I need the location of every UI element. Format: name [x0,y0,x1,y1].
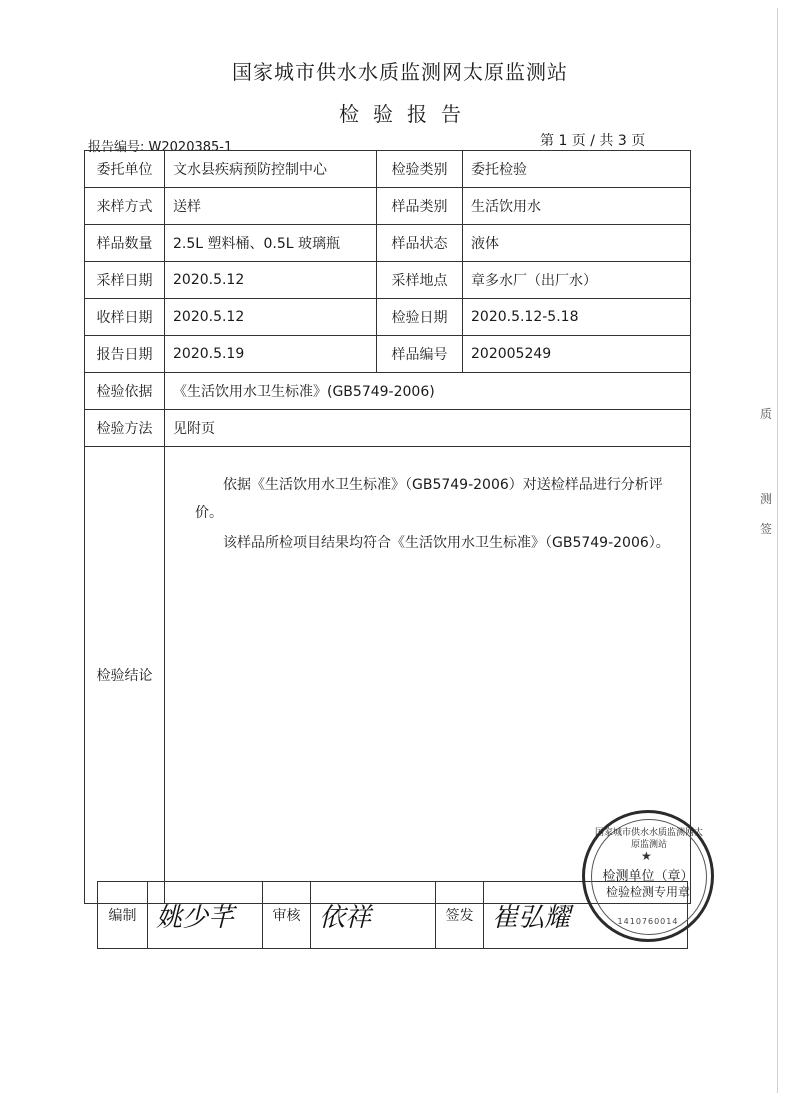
table-row [85,373,691,410]
sampling-method-value: 送样 [165,188,377,225]
sampling-method-label: 来样方式 [85,188,165,225]
table-row [85,336,691,373]
editor-label: 编制 [98,882,148,949]
method-value: 见附页 [165,410,691,447]
table-row [85,151,691,188]
seal-line-2: 检验检测专用章 [605,885,690,899]
client-label: 委托单位 [85,151,165,188]
conclusion-paragraph-2: 该样品所检项目结果均符合《生活饮用水卫生标准》（GB5749-2006）。 [223,535,670,551]
reviewer-label: 审核 [263,882,311,949]
sample-number-value: 202005249 [463,336,691,373]
table-row [85,410,691,447]
method-label: 检验方法 [85,410,165,447]
table-row [85,262,691,299]
page-info: 第 1 页 / 共 3 页 [540,133,646,149]
report-number-label: 报告编号: [88,140,145,155]
seal-org-text: 国家城市供水水质监测网太原监测站 [595,828,704,850]
editor-signature: 姚少芊 [148,882,263,949]
official-seal [582,810,714,942]
inspection-type-label: 检验类别 [377,151,463,188]
sampling-date-label: 采样日期 [85,262,165,299]
basis-label: 检验依据 [85,373,165,410]
sampling-site-value: 章多水厂（出厂水） [463,262,691,299]
seal-line-1: 检测单位（章） [602,869,694,884]
report-date-value: 2020.5.19 [165,336,377,373]
org-title: 国家城市供水水质监测网太原监测站 [232,60,568,84]
sample-quantity-value: 2.5L 塑料桶、0.5L 玻璃瓶 [165,225,377,262]
sample-quantity-label: 样品数量 [85,225,165,262]
seal-star-icon: ★ [641,849,652,863]
sample-type-label: 样品类别 [377,188,463,225]
inspection-date-value: 2020.5.12-5.18 [463,299,691,336]
receive-date-label: 收样日期 [85,299,165,336]
basis-value: 《生活饮用水卫生标准》(GB5749-2006) [165,373,691,410]
sample-type-value: 生活饮用水 [463,188,691,225]
conclusion-paragraph-1: 依据《生活饮用水卫生标准》（GB5749-2006）对送检样品进行分析评 [223,477,663,493]
approver-label: 签发 [436,882,484,949]
document-title: 检验报告 [339,102,475,126]
report-number-value: W2020385-1 [148,140,233,155]
inspection-date-label: 检验日期 [377,299,463,336]
table-row [85,188,691,225]
table-row [85,299,691,336]
sample-number-label: 样品编号 [377,336,463,373]
sampling-date-value: 2020.5.12 [165,262,377,299]
reviewer-signature: 依祥 [311,882,436,949]
seal-number: 1410760014 [617,917,679,926]
side-fragment: 质 [760,407,773,421]
client-value: 文水县疾病预防控制中心 [165,151,377,188]
report-date-label: 报告日期 [85,336,165,373]
inspection-type-value: 委托检验 [463,151,691,188]
conclusion-paragraph-1-cont: 价。 [195,505,223,521]
sample-state-value: 液体 [463,225,691,262]
receive-date-value: 2020.5.12 [165,299,377,336]
sample-state-label: 样品状态 [377,225,463,262]
approver-signature: 崔弘耀 [484,882,688,949]
table-row [85,225,691,262]
side-fragment: 签 [760,522,773,536]
conclusion-label: 检验结论 [85,447,165,904]
side-fragment: 测 [760,492,773,506]
report-table [84,150,691,904]
sampling-site-label: 采样地点 [377,262,463,299]
